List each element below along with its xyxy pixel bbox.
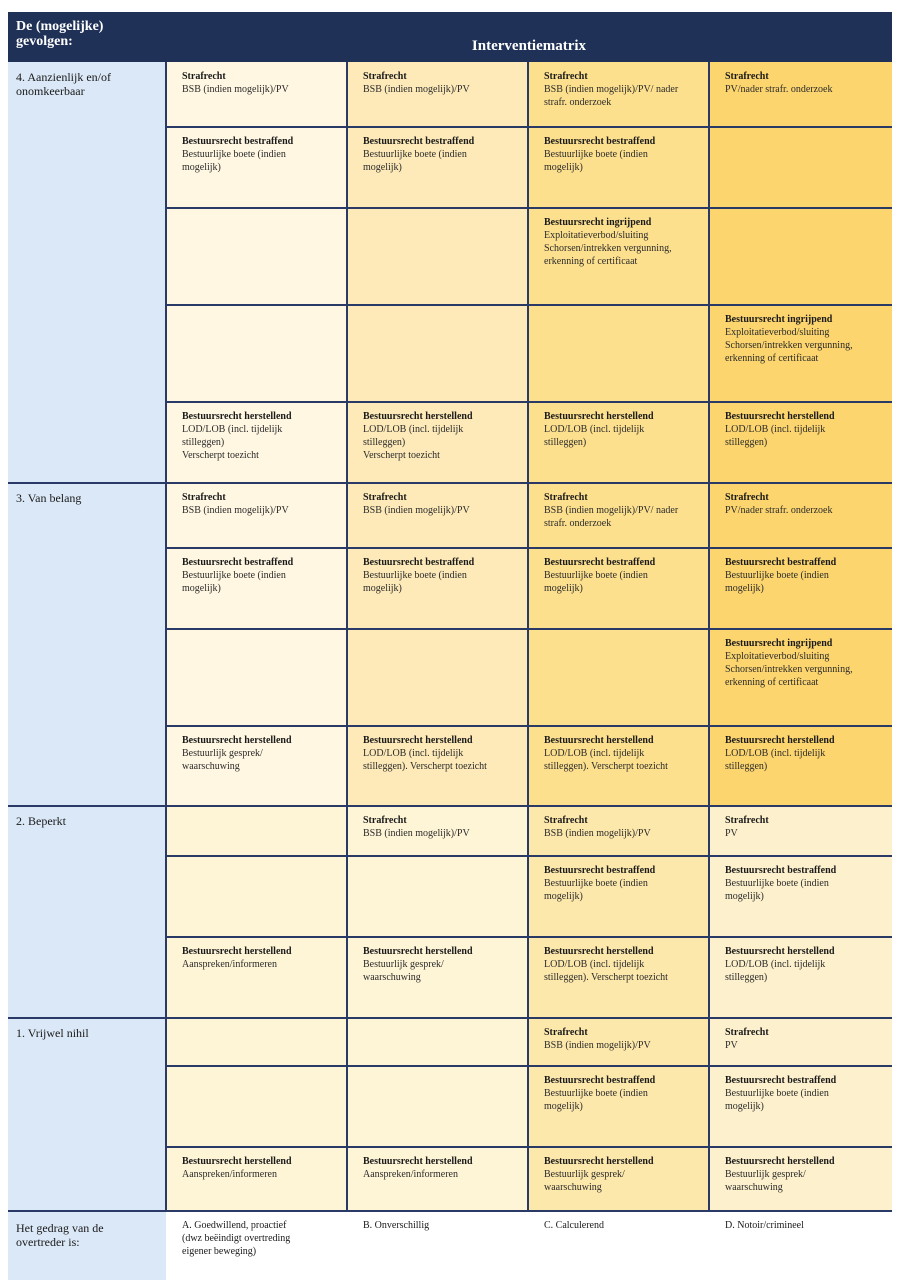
matrix-cell [347,726,528,806]
row-divider [166,126,892,128]
cell-title: Bestuursrecht herstellend [182,411,292,422]
matrix-cell [709,1018,892,1066]
cell-title: Bestuursrecht bestraffend [725,1075,837,1086]
severity-row-label [8,806,166,1018]
column-divider [708,62,710,1211]
cell-body: PV [725,828,738,839]
matrix-cell [528,127,709,208]
cell-body: LOD/LOB (incl. tijdelijk stilleggen). Verscherpt toezicht [363,748,487,772]
behavior-column-label: C. Calculerend [544,1220,604,1231]
cell-title: Strafrecht [544,492,588,503]
cell-title: Strafrecht [725,492,769,503]
matrix-cell [528,856,709,937]
empty-cell [166,305,347,402]
matrix-cell [528,1147,709,1211]
cell-title: Bestuursrecht herstellend [182,946,292,957]
cell-body: Bestuurlijke boete (indien mogelijk) [363,149,467,173]
cell-title: Bestuursrecht herstellend [544,1156,654,1167]
matrix-cell [347,548,528,629]
group-divider [8,1210,892,1212]
cell-body: BSB (indien mogelijk)/PV [544,1040,651,1051]
empty-cell [166,856,347,937]
matrix-cell [528,402,709,483]
severity-row-label [8,483,166,806]
empty-cell [347,208,528,305]
cell-body: LOD/LOB (incl. tijdelijk stilleggen) Verscherpt toezicht [363,424,464,461]
cell-title: Bestuursrecht herstellend [182,1156,292,1167]
matrix-cell [347,127,528,208]
cell-body: Aanspreken/informeren [182,959,277,970]
matrix-cell [709,548,892,629]
cell-title: Bestuursrecht bestraffend [182,136,294,147]
empty-cell [347,856,528,937]
matrix-cell [166,483,347,548]
behavior-column-label: A. Goedwillend, proactief (dwz beëindigt overtreding eigener beweging) [182,1220,291,1257]
cell-body: Bestuurlijk gesprek/ waarschuwing [363,959,444,983]
cell-body: Bestuurlijke boete (indien mogelijk) [544,570,648,594]
cell-body: PV [725,1040,738,1051]
matrix-cell [528,1018,709,1066]
cell-body: Bestuurlijke boete (indien mogelijk) [544,1088,648,1112]
matrix-cell [166,726,347,806]
matrix-cell [709,856,892,937]
row-divider [166,725,892,727]
cell-title: Bestuursrecht herstellend [544,946,654,957]
matrix-cell [166,548,347,629]
matrix-cell [347,483,528,548]
row-divider [166,207,892,209]
cell-body: Bestuurlijk gesprek/ waarschuwing [182,748,263,772]
matrix-cell [709,62,892,127]
matrix-cell [709,806,892,856]
cell-body: BSB (indien mogelijk)/PV [182,505,289,516]
cell-body: BSB (indien mogelijk)/PV [363,84,470,95]
cell-body: BSB (indien mogelijk)/PV [363,828,470,839]
matrix-cell [709,1147,892,1211]
empty-cell [347,305,528,402]
header-title-text: Interventiematrix [471,38,587,54]
cell-body: Aanspreken/informeren [182,1169,277,1180]
cell-body: Bestuurlijke boete (indien mogelijk) [725,1088,829,1112]
matrix-cell [528,726,709,806]
matrix-cell [709,483,892,548]
cell-body: Exploitatieverbod/sluiting Schorsen/intrekken vergunning, erkenning of certificaat [725,327,853,364]
cell-title: Strafrecht [182,492,226,503]
matrix-cell [528,208,709,305]
cell-title: Strafrecht [725,71,769,82]
cell-body: BSB (indien mogelijk)/PV [363,505,470,516]
cell-body: LOD/LOB (incl. tijdelijk stilleggen) [725,959,826,983]
cell-title: Bestuursrecht ingrijpend [725,314,833,325]
matrix-cell [528,1066,709,1147]
matrix-cell [347,937,528,1018]
cell-body: LOD/LOB (incl. tijdelijk stilleggen) Verscherpt toezicht [182,424,283,461]
column-divider [165,62,167,1211]
matrix-cell [709,937,892,1018]
matrix-cell [709,726,892,806]
column-divider [527,62,529,1211]
empty-cell [709,127,892,208]
cell-body: Exploitatieverbod/sluiting Schorsen/intrekken vergunning, erkenning of certificaat [544,230,672,267]
group-divider [8,805,892,807]
row-divider [166,628,892,630]
matrix-cell [347,402,528,483]
cell-body: BSB (indien mogelijk)/PV [182,84,289,95]
severity-row-label-text: 2. Beperkt [16,814,66,828]
matrix-cell [347,1147,528,1211]
row-divider [166,1146,892,1148]
matrix-cell [528,937,709,1018]
cell-title: Bestuursrecht bestraffend [544,557,656,568]
cell-title: Strafrecht [725,815,769,826]
empty-cell [528,305,709,402]
cell-title: Bestuursrecht herstellend [182,735,292,746]
matrix-cell [709,1066,892,1147]
cell-title: Bestuursrecht herstellend [544,735,654,746]
cell-title: Strafrecht [544,815,588,826]
header-consequences-text: De (mogelijke) gevolgen: [16,19,104,49]
cell-title: Bestuursrecht bestraffend [544,1075,656,1086]
cell-body: Bestuurlijke boete (indien mogelijk) [725,878,829,902]
cell-title: Bestuursrecht bestraffend [363,136,475,147]
empty-cell [347,629,528,726]
matrix-cell [347,62,528,127]
cell-body: BSB (indien mogelijk)/PV/ nader strafr. onderzoek [544,505,679,529]
cell-body: Bestuurlijk gesprek/ waarschuwing [725,1169,806,1193]
cell-body: LOD/LOB (incl. tijdelijk stilleggen). Verscherpt toezicht [544,959,668,983]
cell-body: LOD/LOB (incl. tijdelijk stilleggen). Verscherpt toezicht [544,748,668,772]
cell-title: Strafrecht [363,492,407,503]
group-divider [8,482,892,484]
cell-body: Bestuurlijke boete (indien mogelijk) [182,149,286,173]
matrix-cell [528,806,709,856]
cell-title: Bestuursrecht ingrijpend [544,217,652,228]
cell-body: Bestuurlijke boete (indien mogelijk) [725,570,829,594]
empty-cell [166,806,347,856]
cell-title: Bestuursrecht herstellend [363,946,473,957]
behavior-label: Het gedrag van de overtreder is: [8,1211,166,1280]
cell-title: Strafrecht [363,815,407,826]
matrix-cell [709,305,892,402]
row-divider [166,936,892,938]
header-title [166,12,892,62]
cell-title: Bestuursrecht bestraffend [363,557,475,568]
cell-title: Bestuursrecht bestraffend [544,865,656,876]
cell-title: Bestuursrecht bestraffend [544,136,656,147]
cell-title: Strafrecht [363,71,407,82]
matrix-cell [528,483,709,548]
cell-body: Exploitatieverbod/sluiting Schorsen/intrekken vergunning, erkenning of certificaat [725,651,853,688]
row-divider [166,304,892,306]
cell-title: Strafrecht [725,1027,769,1038]
cell-title: Bestuursrecht ingrijpend [725,638,833,649]
matrix-cell [166,937,347,1018]
cell-body: LOD/LOB (incl. tijdelijk stilleggen) [725,424,826,448]
cell-title: Bestuursrecht herstellend [363,1156,473,1167]
severity-row-label [8,1018,166,1211]
cell-title: Bestuursrecht herstellend [544,411,654,422]
severity-row-label-text: 4. Aanzienlijk en/of onomkeerbaar [16,70,111,98]
cell-body: BSB (indien mogelijk)/PV/ nader strafr. onderzoek [544,84,679,108]
matrix-cell [166,1147,347,1211]
cell-title: Bestuursrecht bestraffend [725,557,837,568]
severity-row-label-text: 3. Van belang [16,491,82,505]
group-divider [8,1017,892,1019]
behavior-column-label: D. Notoir/crimineel [725,1220,804,1231]
matrix-cell [166,62,347,127]
matrix-cell [166,127,347,208]
cell-title: Strafrecht [544,71,588,82]
matrix-cell [528,62,709,127]
empty-cell [166,629,347,726]
cell-body: LOD/LOB (incl. tijdelijk stilleggen) [544,424,645,448]
row-divider [166,547,892,549]
header-consequences [8,12,166,62]
cell-body: Bestuurlijke boete (indien mogelijk) [544,878,648,902]
cell-title: Bestuursrecht herstellend [363,735,473,746]
cell-body: Bestuurlijke boete (indien mogelijk) [544,149,648,173]
cell-title: Bestuursrecht bestraffend [725,865,837,876]
row-divider [166,401,892,403]
column-divider [346,62,348,1211]
cell-body: Aanspreken/informeren [363,1169,458,1180]
cell-body: Bestuurlijk gesprek/ waarschuwing [544,1169,625,1193]
cell-title: Strafrecht [544,1027,588,1038]
cell-title: Bestuursrecht herstellend [725,411,835,422]
empty-cell [709,208,892,305]
row-divider [166,855,892,857]
severity-row-label [8,62,166,483]
empty-cell [528,629,709,726]
cell-title: Bestuursrecht herstellend [363,411,473,422]
cell-title: Bestuursrecht herstellend [725,735,835,746]
matrix-cell [709,629,892,726]
cell-body: Bestuurlijke boete (indien mogelijk) [363,570,467,594]
cell-body: LOD/LOB (incl. tijdelijk stilleggen) [725,748,826,772]
behavior-column-label: B. Onverschillig [363,1220,430,1231]
cell-body: BSB (indien mogelijk)/PV [544,828,651,839]
matrix-cell [528,548,709,629]
empty-cell [166,208,347,305]
cell-title: Strafrecht [182,71,226,82]
cell-title: Bestuursrecht bestraffend [182,557,294,568]
cell-title: Bestuursrecht herstellend [725,1156,835,1167]
matrix-cell [709,402,892,483]
cell-title: Bestuursrecht herstellend [725,946,835,957]
severity-row-label-text: 1. Vrijwel nihil [16,1026,89,1040]
row-divider [166,1065,892,1067]
cell-body: Bestuurlijke boete (indien mogelijk) [182,570,286,594]
matrix-cell [166,402,347,483]
cell-body: PV/nader strafr. onderzoek [725,84,833,95]
cell-body: PV/nader strafr. onderzoek [725,505,833,516]
matrix-cell [347,806,528,856]
